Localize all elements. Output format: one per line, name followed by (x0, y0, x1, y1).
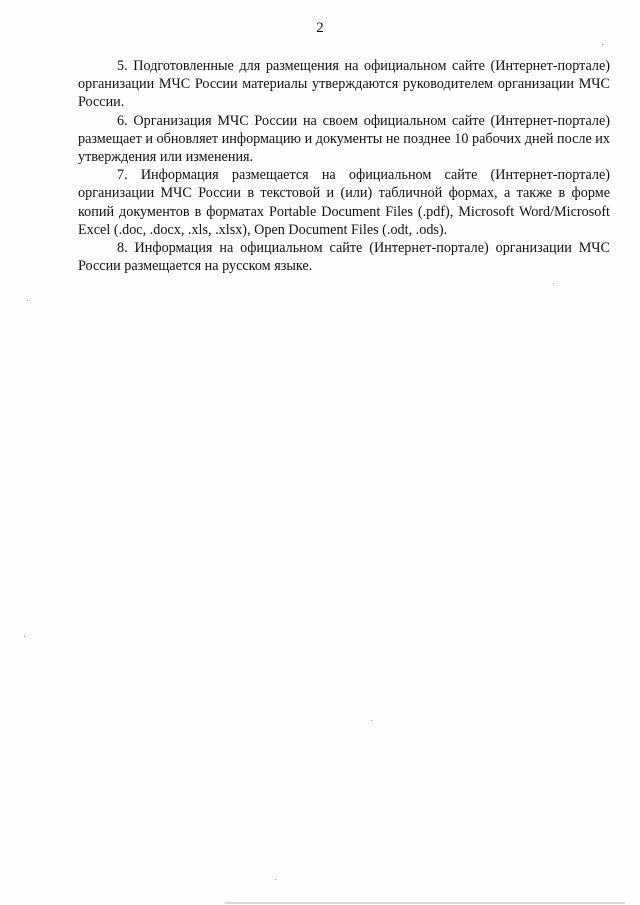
scan-speck (27, 300, 28, 301)
scan-speck (602, 44, 603, 45)
scan-speck (553, 283, 554, 284)
scan-speck (371, 720, 372, 721)
paragraph-8: 8. Информация на официальном сайте (Интернет-портале) организации МЧС России размещается на русском языке. (78, 240, 610, 275)
document-body (78, 57, 610, 275)
page-number: 2 (316, 20, 324, 36)
paragraph-5: 5. Подготовленные для размещения на официальном сайте (Интернет-портале) организации МЧС России материалы утверждаются руководителем организации МЧС России. (78, 58, 610, 111)
scan-speck (275, 879, 276, 880)
scan-speck (24, 636, 25, 637)
scan-edge (225, 902, 625, 904)
paragraph-6: 6. Организация МЧС России на своем официальном сайте (Интернет-портале) размещает и обновляет информацию и документы не позднее 10 рабочих дней после их утверждения или изменения. (78, 112, 610, 166)
paragraph-7: 7. Информация размещается на официальном сайте (Интернет-портале) организации МЧС России в текстовой и (или) табличной формах, а также в форме копий документов в форматах Portable Document Files (.pdf), Microsoft Word/Microsoft Excel (.doc, .docx, .xls, .xlsx), Open Document Files (.odt, .ods). (78, 167, 610, 238)
